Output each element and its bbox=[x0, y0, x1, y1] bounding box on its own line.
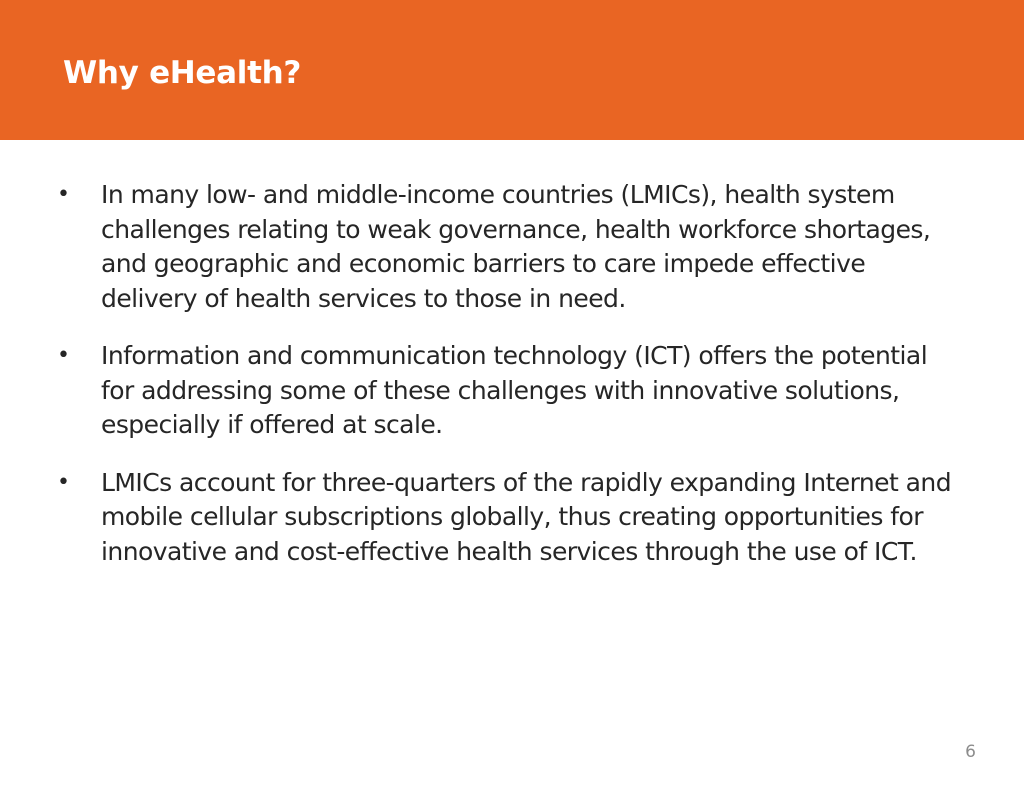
bullet-text: In many low- and middle-income countries (LMICs), health system challenges relating to weak governance, health workforce shortages, and geographic and economic barriers to care impede effective delivery of health services to those in need. bbox=[101, 180, 931, 313]
page-number: 6 bbox=[965, 742, 976, 762]
bullet-item-lmic-subscriptions bbox=[57, 466, 962, 570]
bullet-dot-icon: • bbox=[57, 182, 70, 207]
bullet-dot-icon: • bbox=[57, 469, 70, 495]
bullet-text: Information and communication technology (ICT) offers the potential for addressing some of these challenges with innovative solutions, especially if offered at scale. bbox=[101, 341, 928, 439]
bullet-text: LMICs account for three-quarters of the rapidly expanding Internet and mobile cellular subscriptions globally, thus creating opportunities for innovative and cost-effective health services through the use of ICT. bbox=[101, 467, 952, 566]
title-header-band bbox=[0, 0, 1024, 140]
bullet-item-ict-potential bbox=[57, 339, 962, 443]
bullet-item-lmic-challenges bbox=[57, 178, 962, 316]
bullet-dot-icon: • bbox=[57, 343, 70, 368]
slide-title: Why eHealth? bbox=[63, 55, 302, 91]
bullet-list bbox=[57, 178, 962, 592]
